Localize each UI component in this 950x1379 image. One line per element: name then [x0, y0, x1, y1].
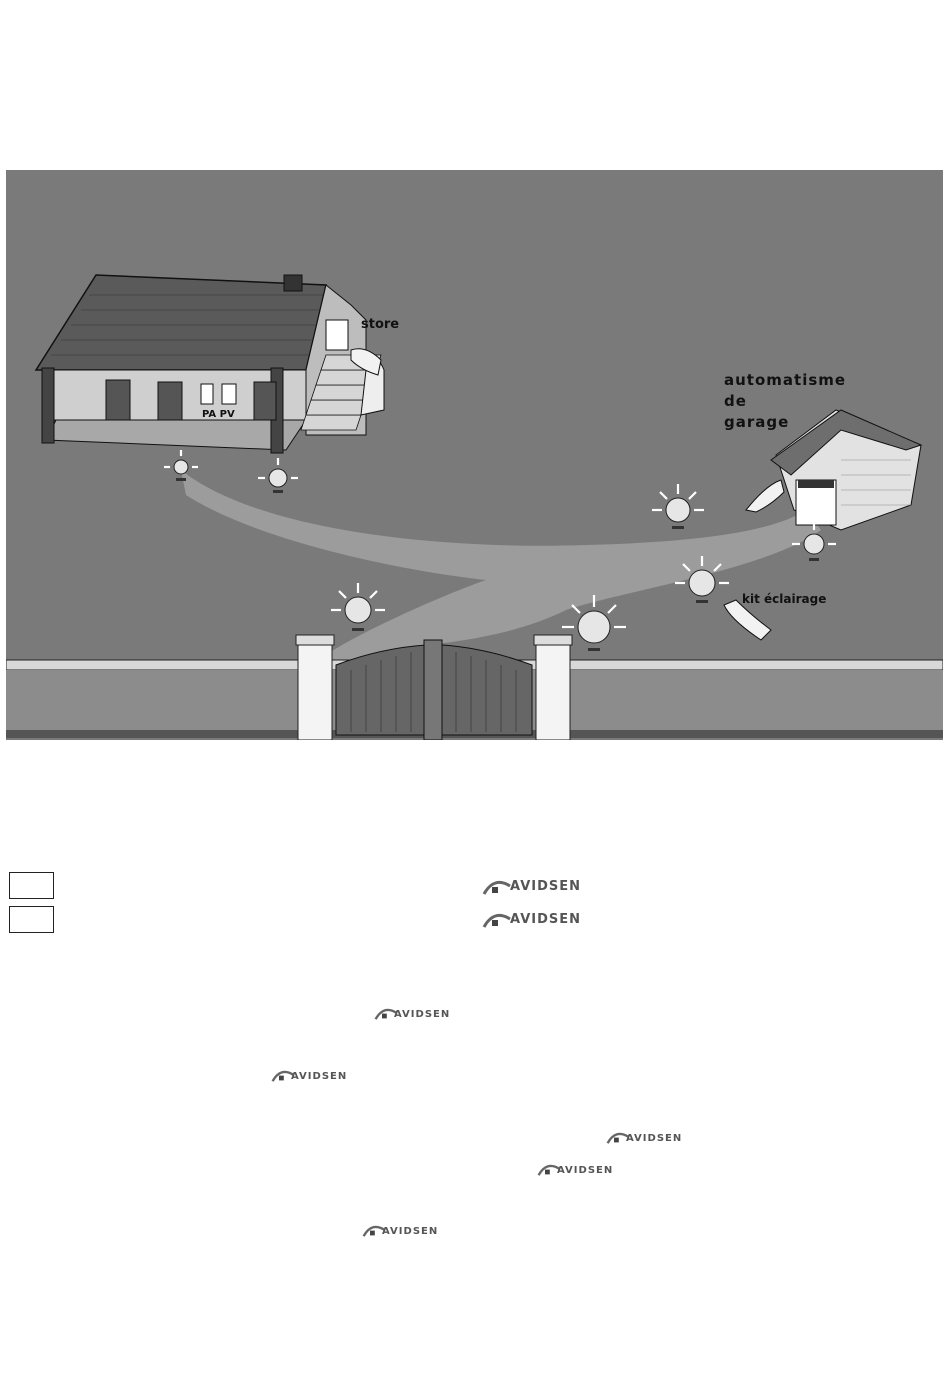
avidsen-logo	[482, 874, 602, 898]
label-door-panel: PA PV	[202, 409, 235, 420]
label-garage-line1: automatisme	[724, 371, 847, 389]
checkbox-1[interactable]	[9, 872, 54, 899]
label-garage-line3: garage	[724, 413, 790, 431]
avidsen-logo	[606, 1127, 696, 1151]
logo-text: AVIDSEN	[626, 1133, 683, 1144]
logo-text: AVIDSEN	[291, 1071, 348, 1082]
checkbox-2[interactable]	[9, 906, 54, 933]
logo-initial: A	[510, 879, 521, 894]
house-drawing	[36, 275, 384, 453]
gate	[336, 640, 532, 740]
illustration-scene	[6, 170, 943, 740]
avidsen-logo	[537, 1159, 627, 1183]
label-lighting: kit éclairage	[742, 592, 827, 606]
logo-text: AVIDSEN	[394, 1009, 451, 1020]
avidsen-logo	[374, 1003, 464, 1027]
logo-text: AVIDSEN	[382, 1226, 439, 1237]
avidsen-logo	[482, 907, 602, 931]
logo-rest: VIDSEN	[520, 912, 581, 927]
label-garage-line2: de	[724, 392, 747, 410]
avidsen-logo	[362, 1220, 452, 1244]
avidsen-logo	[271, 1065, 361, 1089]
label-store: store	[361, 317, 400, 332]
logo-initial: A	[510, 912, 521, 927]
logo-rest: VIDSEN	[520, 879, 581, 894]
logo-text: AVIDSEN	[557, 1165, 614, 1176]
